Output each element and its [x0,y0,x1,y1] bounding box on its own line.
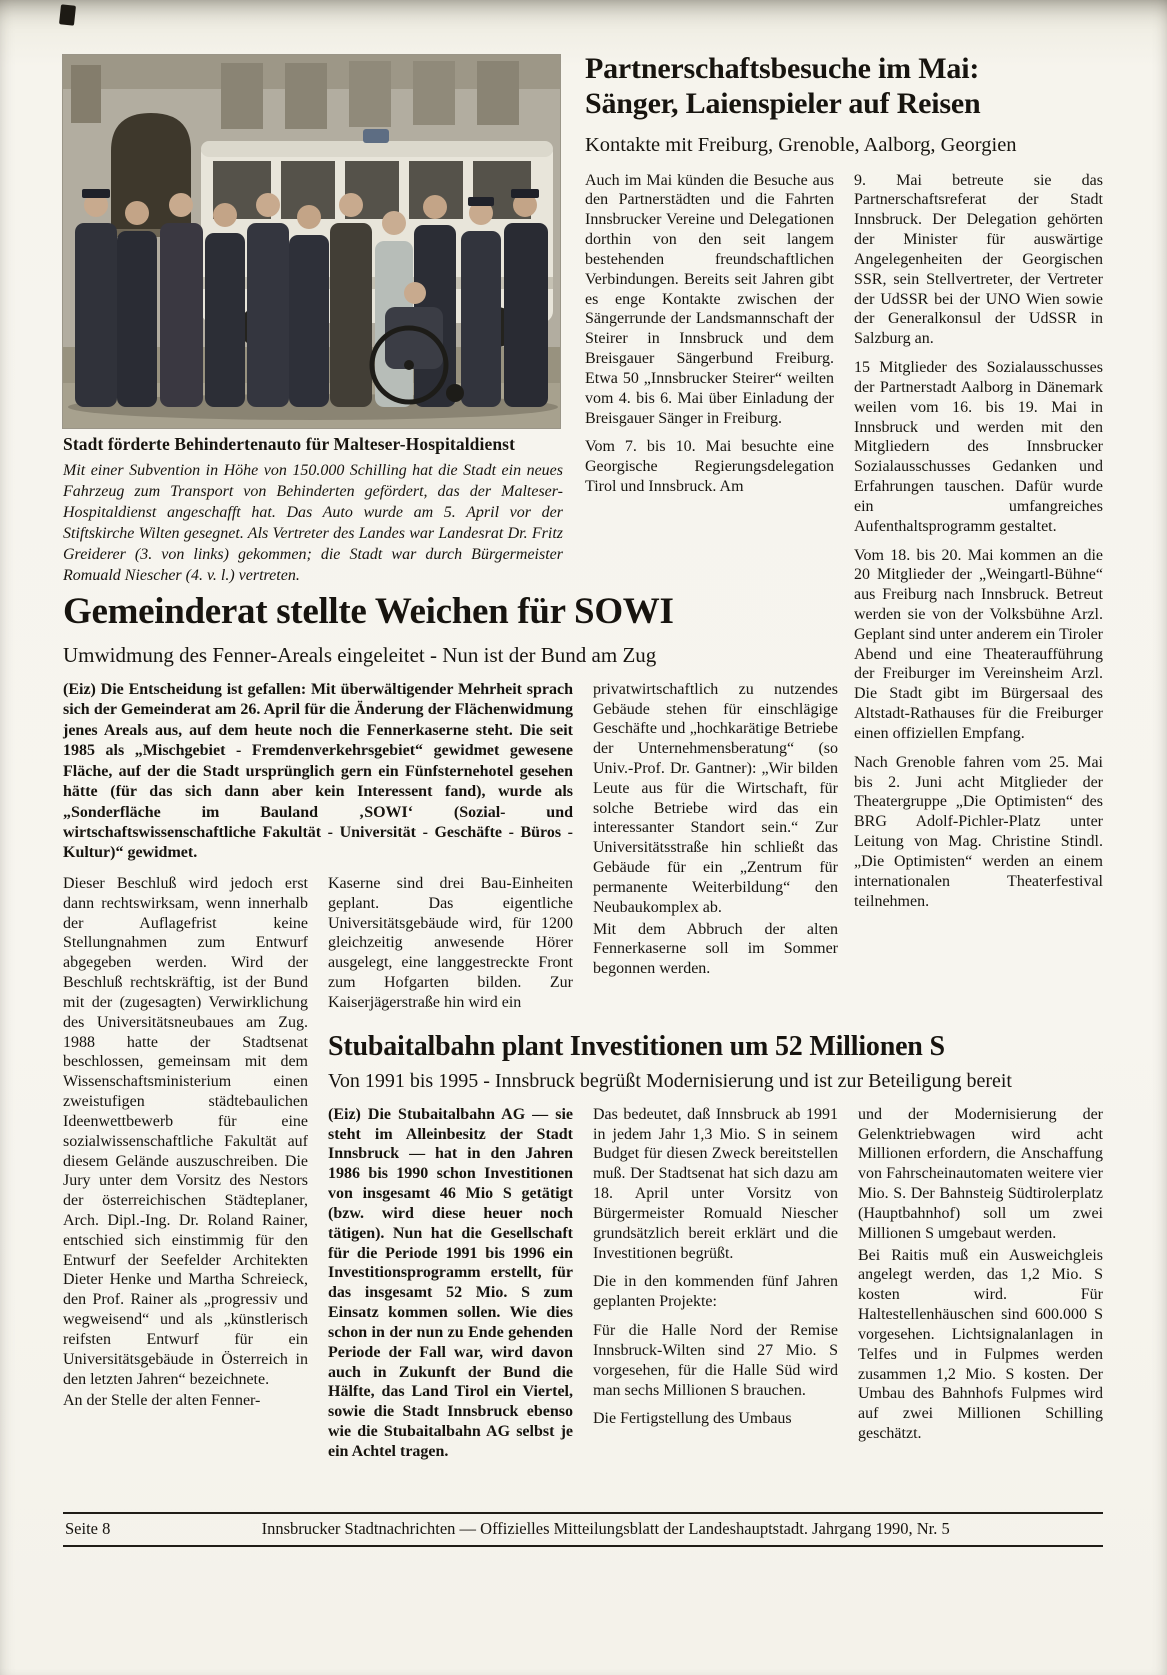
paragraph: Das bedeutet, daß Innsbruck ab 1991 in jedem Jahr 1,3 Mio. S in seinem Budget für diesen Zweck bereitstellen muß. Der Stadtsenat hat sich dazu am 18. April unter Vorsitz von Bürgermeister Romuald Niescher grundsätzlich bereit erklärt und die Investitionen begrüßt. [593,1105,838,1262]
stubai-columns [328,1105,1103,1462]
sowi-lead-paragraph: (Eiz) Die Entscheidung ist gefallen: Mit überwältigender Mehrheit sprach sich der Gemeinderat am 26. April für die Änderung der Flächenwidmung jenes Areals aus, auf dem heute noch die Fennerkaserne steht. Die seit 1985 als „Mischgebiet - Fremdenverkehrsgebiet“ gewidmet gewesene Fläche, auf der die Stadt ursprünglich gern ein Fünfsternehotel gesehen hätte (für das sich dann aber kein Interessent fand), wurde als „Sonderfläche im Bauland ‚SOWI‘ (Sozial- und wirtschaftswissenschaftliche Fakultät - Universität - Geschäfte - Büros - Kultur)“ gewidmet. [63,680,573,862]
sowi-column-1 [63,874,308,1413]
article-stubaitalbahn [328,1032,1103,1462]
page-footer [63,1512,1103,1547]
photo-caption-text: Mit einer Subvention in Höhe von 150.000 Schilling hat die Stadt ein neues Fahrzeug zum Transport von Behinderten gefördert, das der Malteser-Hospitaldienst angeschafft hat. Das Auto wurde am 5. April vor der Stiftskirche Wilten gesegnet. Als Vertreter des Landes war Landesrat Dr. Fritz Greiderer (3. von links) gekommen; die Stadt war durch Bürgermeister Romuald Niescher (4. v. l.) vertreten. [63,462,563,584]
sowi-subhead: Umwidmung des Fenner-Areals eingeleitet - Nun ist der Bund am Zug [63,642,657,667]
sowi-headline: Gemeinderat stellte Weichen für SOWI [63,591,674,632]
photo-caption [63,434,563,587]
paragraph: Vom 18. bis 20. Mai kommen an die 20 Mitglieder der „Weingartl-Bühne“ aus Freiburg nach Innsbruck. Betreut werden sie von der Volksbühne Arzl. Geplant sind unter anderem ein Tiroler Abend und eine Theateraufführung der Freiburger im Vereinsheim Arzl. Die Stadt gibt im Bürgersaal des Altstadt-Rathauses für die Freiburger einen offiziellen Empfang. [854,546,1103,742]
stubai-subhead: Von 1991 bis 1995 - Innsbruck begrüßt Modernisierung und ist zur Beteiligung bereit [328,1069,1012,1092]
scan-artifact-mark [59,4,76,25]
partner-headline-line2: Sänger, Laienspieler auf Reisen [585,86,981,120]
paragraph: und der Modernisierung der Gelenktriebwagen wird acht Millionen erfordern, die Anschaffung von Fahrscheinautomaten weitere vier Mio. S. Der Bahnsteig Südtirolerplatz (Hauptbahnhof) soll um zwei Millionen S umgebaut werden. [858,1105,1103,1242]
paragraph: 15 Mitglieder des Sozialausschusses der Partnerstadt Aalborg in Dänemark weilen vom 16. bis 19. Mai in Innsbruck und werden mit den Mitgliedern des Innsbrucker Sozialausschusses Gedanken und Erfahrungen tauschen. Dafür wurde ein umfangreiches Aufenthaltsprogramm gestaltet. [854,359,1103,535]
paragraph: privatwirtschaftlich zu nutzendes Gebäude stehen für einschlägige Geschäfte und „hochkarätige Betriebe der Unternehmensberatung“ (so Univ.-Prof. Dr. Gantner): „Wir bilden Leute aus für die Wirtschaft, für solche Betriebe wird das ein interessanter Standort sein.“ Zur Universitätsstraße hin schließt das Gebäude für ein „Zentrum für permanente Weiterbildung“ den Neubaukomplex ab. [593,680,838,916]
stubai-column-2 [593,1105,838,1462]
stubai-headline: Stubaitalbahn plant Investitionen um 52 Millionen S [328,1031,945,1062]
paragraph: Die in den kommenden fünf Jahren geplanten Projekte: [593,1273,838,1311]
partner-subhead: Kontakte mit Freiburg, Grenoble, Aalborg, Georgien [585,133,1017,156]
paragraph: Mit dem Abbruch der alten Fennerkaserne soll im Sommer begonnen werden. [593,920,838,978]
partner-headline [585,52,1103,122]
stubai-column-3 [858,1105,1103,1462]
paragraph: Die Fertigstellung des Umbaus [593,1410,792,1428]
paragraph: An der Stelle der alten Fenner- [63,1392,261,1410]
partner-column-2 [854,171,1103,912]
photo-malteser-van [63,55,560,428]
paragraph: Nach Grenoble fahren vom 25. Mai bis 2. Juni acht Mitglieder der Theatergruppe „Die Optimisten“ des BRG Adolf-Pichler-Platz unter Leitung von Mag. Christine Stindl. „Die Optimisten“ werden an einem internationalen Theaterfestival teilnehmen. [854,753,1103,910]
footer-issue-label: Innsbrucker Stadtnachrichten — Offizielles Mitteilungsblatt der Landeshauptstadt. Jahrgang 1990, Nr. 5 [261,1519,950,1538]
paragraph: Auch im Mai künden die Besuche aus den Partnerstädten und die Fahrten Innsbrucker Vereine und Delegationen dorthin von den seit langem bestehenden freundschaftlichen Verbindungen. Bereits seit Jahren gibt es enge Kontakte zwischen der Sängerrunde der Landsmannschaft der Steirer in Innsbruck und dem Breisgauer Sängerbund Freiburg. Etwa 50 „Innsbrucker Steirer“ weilten vom 4. bis 6. Mai über Einladung der Breisgauer Sänger in Freiburg. [585,171,834,427]
paragraph: Kaserne sind drei Bau-Einheiten geplant. Das eigentliche Universitätsgebäude wird, für 1200 gleichzeitig anwesende Hörer ausgelegt, eine langgestreckte Front zum Hofgarten bilden. Zur Kaiserjägerstraße hin wird ein [328,874,573,1011]
footer-page-number: Seite 8 [65,1519,111,1538]
stubai-lead-paragraph: (Eiz) Die Stubaitalbahn AG — sie steht im Alleinbesitz der Stadt Innsbruck — hat in den Jahren 1986 bis 1990 schon Investitionen von insgesamt 46 Mio S getätigt (bzw. wird diese heuer noch tätigen). Nun hat die Gesellschaft für die Periode 1991 bis 1996 ein Investitionsprogramm erstellt, für das insgesamt 52 Mio. S zum Einsatz kommen sollen. Wie dies schon in der nun zu Ende gehenden Periode der Fall war, wird davon auch in Zukunft der Bund die Hälfte, das Land Tirol ein Viertel, sowie die Stadt Innsbruck ebenso wie die Stubaitalbahn AG selbst je ein Achtel tragen. [328,1105,573,1460]
photo-image [63,55,560,428]
partner-headline-line1: Partnerschaftsbesuche im Mai: [585,52,980,85]
paragraph: Bei Raitis muß ein Ausweichgleis angelegt werden, das 1,2 Mio. S kosten wird. Für Haltestellenhäuschen sind 600.000 S vorgesehen. Lichtsignalanlagen in Telfes und in Fulpmes werden zusammen 1,2 Mio. S kosten. Der Umbau des Bahnhofs Fulpmes wird auf zwei Millionen Schilling geschätzt. [858,1246,1103,1443]
paragraph: Dieser Beschluß wird jedoch erst dann rechtswirksam, wenn innerhalb der Auflagefrist keine Stellungnahmen zum Entwurf abgegeben werden. Wird der Beschluß rechtskräftig, ist der Bund mit der (zugesagten) Verwirklichung des Universitätsneubaues am Zug. 1988 hatte der Stadtsenat beschlossen, gemeinsam mit dem Wissenschaftsministerium einen zweistufigen städtebaulichen Ideenwettbewerb für eine sozialwissenschaftliche Fakultät auf diesem Gelände auszuschreiben. Die Jury unter dem Vorsitz des Nestors der österreichischen Städteplaner, Arch. Dipl.-Ing. Dr. Roland Rainer, entschied sich einstimmig für den Entwurf der Seefelder Architekten Dieter Henke und Martha Schreieck, den Prof. Rainer als „progressiv und wegweisend“ und als „künstlerisch reifsten Entwurf für ein Universitätsgebäude in Österreich in den letzten Jahren“ bezeichnete. [63,874,308,1388]
paragraph: Vom 7. bis 10. Mai besuchte eine Georgische Regierungsdelegation Tirol und Innsbruck. Am [585,438,834,496]
photo-caption-title: Stadt förderte Behindertenauto für Malteser-Hospitaldienst [63,434,515,454]
paragraph: Für die Halle Nord der Remise Innsbruck-Wilten sind 27 Mio. S vorgesehen, für die Halle Süd wird man sechs Millionen S brauchen. [593,1322,838,1399]
stubai-column-1 [328,1105,573,1462]
paragraph: 9. Mai betreute sie das Partnerschaftsreferat der Stadt Innsbruck. Der Delegation gehörten der Minister für auswärtige Angelegenheiten der Georgischen SSR, sein Stellvertreter, der Vertreter der UdSSR bei der UNO Wien sowie der Generalkonsul der UdSSR in Salzburg an. [854,171,1103,348]
